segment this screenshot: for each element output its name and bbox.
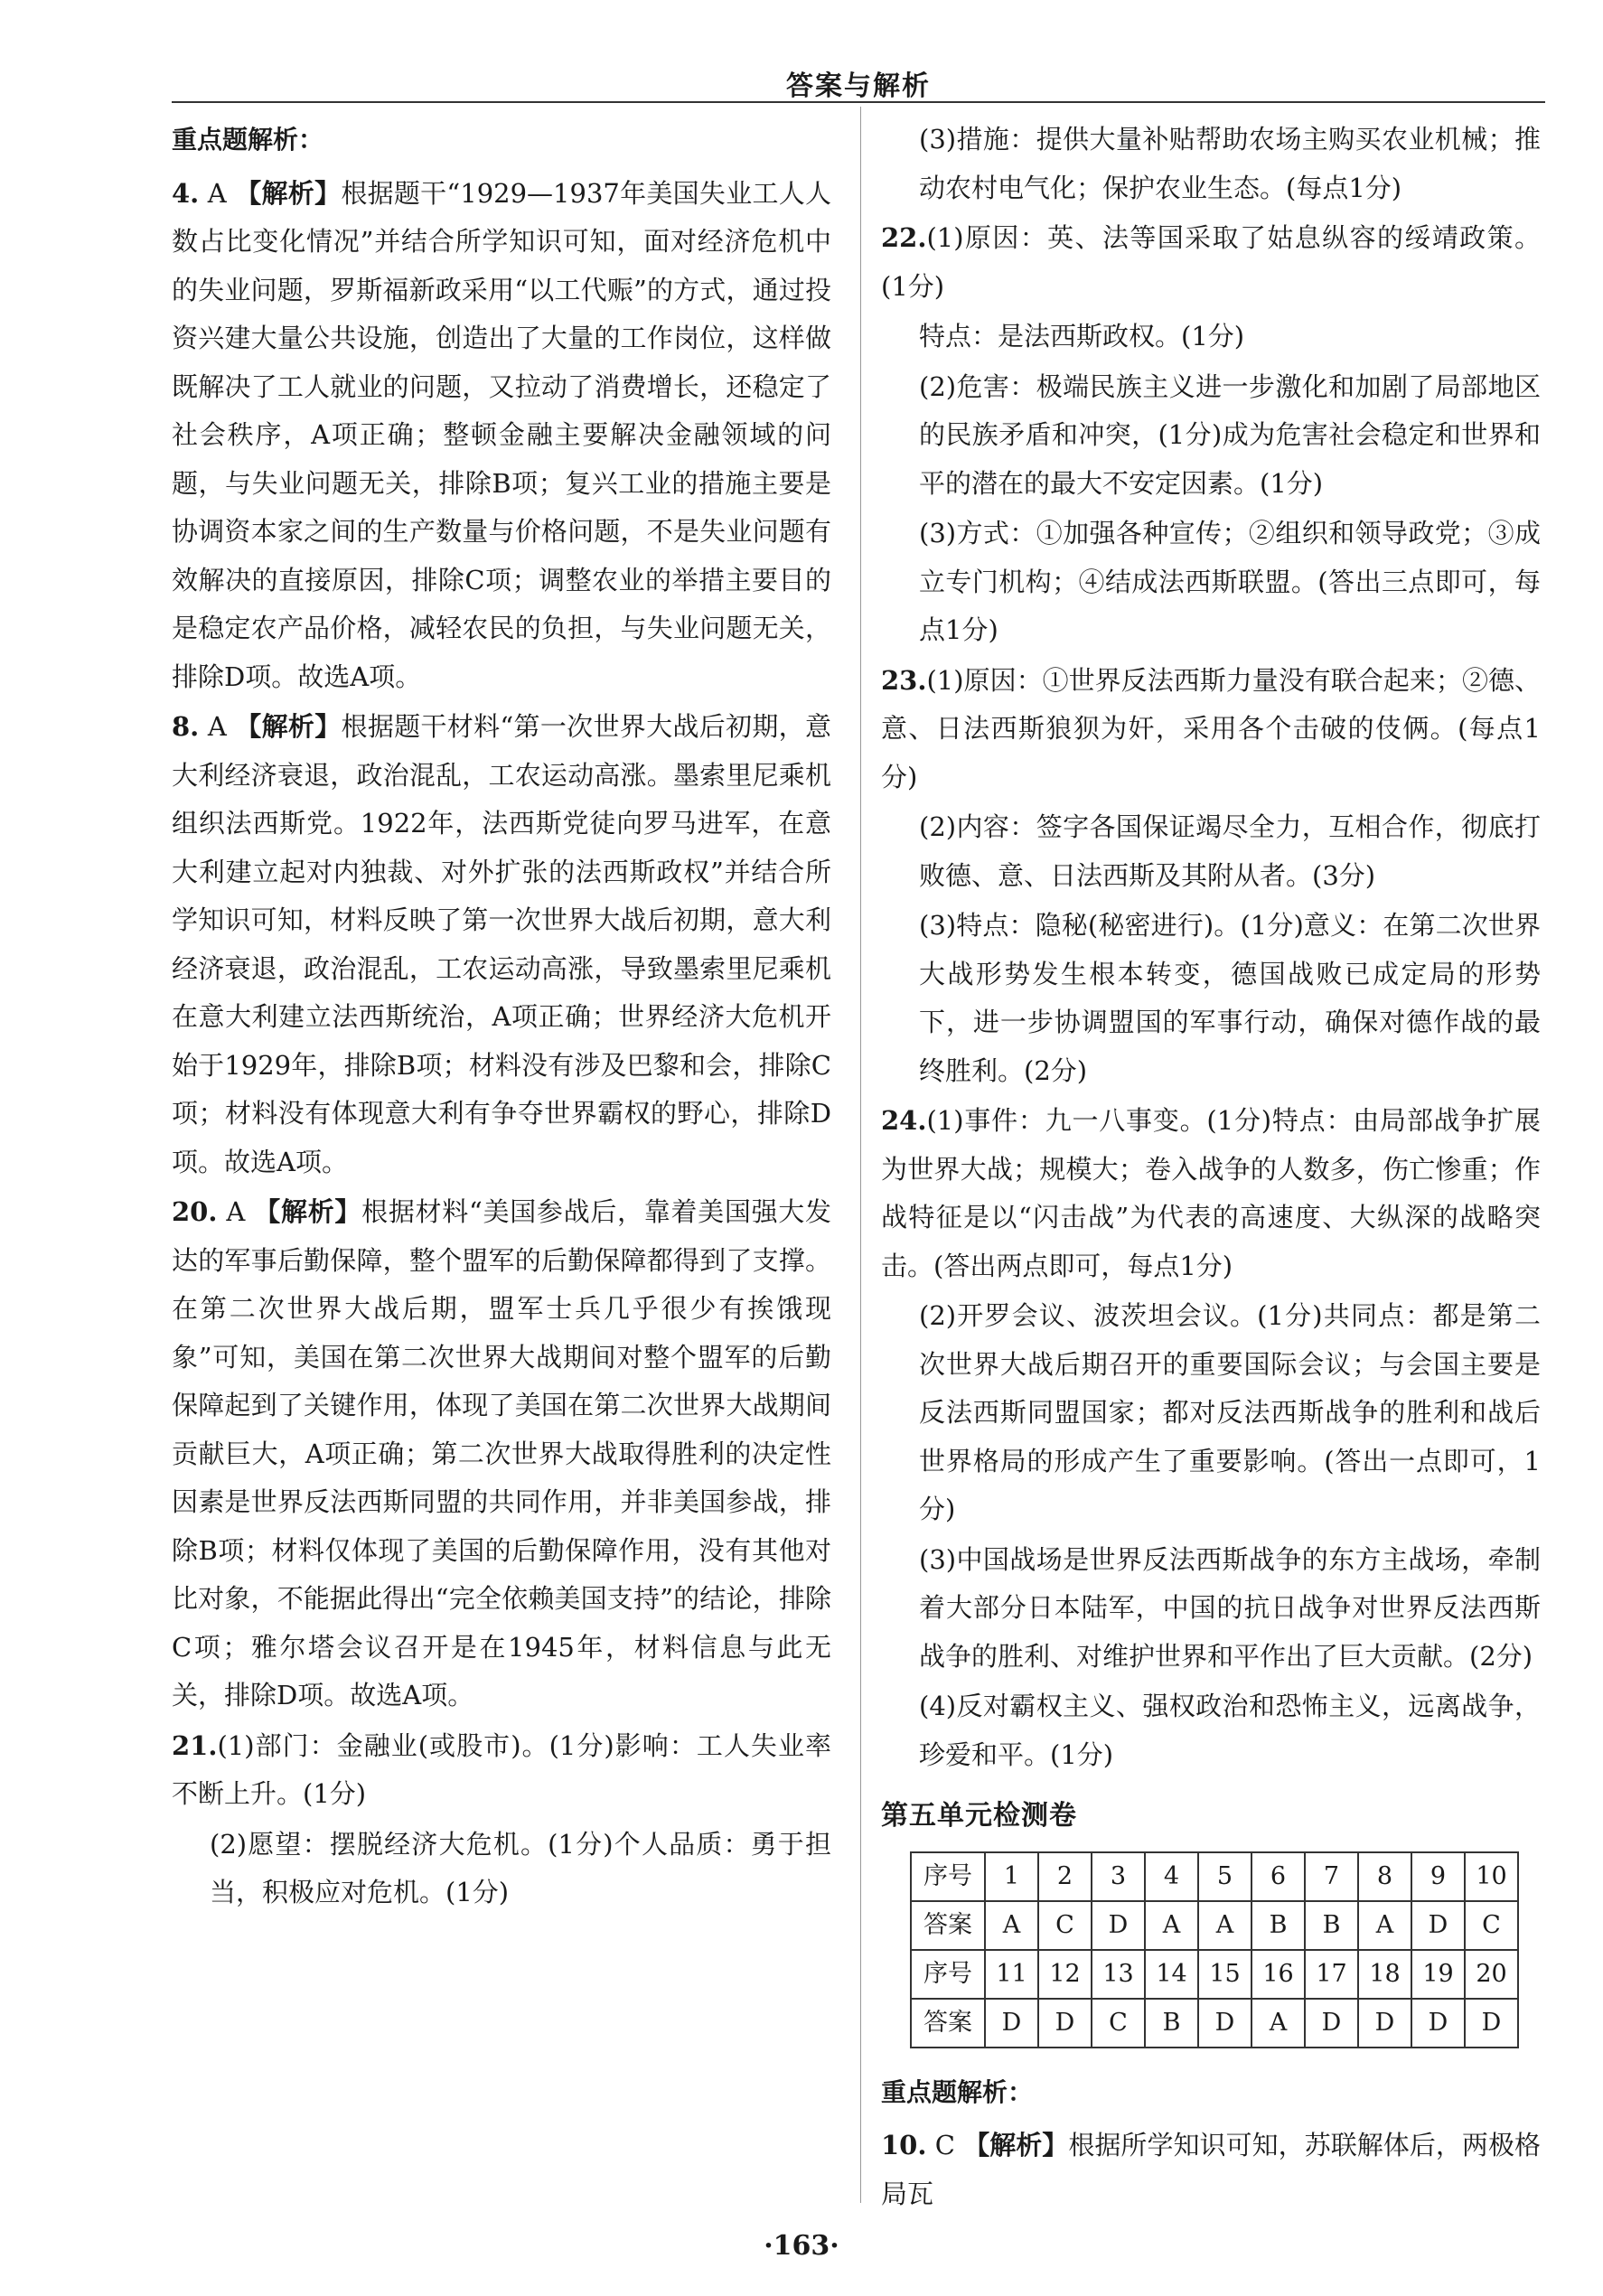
table-cell: 7: [1305, 1852, 1358, 1901]
unit-test-title: 第五单元检测卷: [881, 1800, 1077, 1832]
item-text: 根据材料“美国参战后，靠着美国强大发达的军事后勤保障，整个盟军的后勤保障都得到了支撑。在第二次世界大战后期，盟军士兵几乎很少有挨饿现象”可知，美国在第二次世界大战期间对整个盟军的后勤保障起到了关键作用，体现了美国在第二次世界大战期间贡献巨大，A项正确；第二次世界大战取得胜利的决定性因素是世界反法西斯同盟的共同作用，并非美国参战，排除B项；材料仅体现了美国的后勤保障作用，没有其他对比对象，不能据此得出“完全依赖美国支持”的结论，排除C项；雅尔塔会议召开是在1945年，材料信息与此无关，排除D项。故选A项。: [172, 1196, 832, 1710]
table-cell: A: [1251, 1999, 1305, 2048]
table-cell: D: [1038, 1999, 1092, 2048]
table-cell: D: [1411, 1901, 1465, 1950]
table-cell: 13: [1092, 1950, 1145, 1999]
left-column: [172, 116, 831, 1919]
answer-table: [910, 1851, 1519, 2048]
item-answer: A: [207, 177, 227, 209]
page-number: ·163·: [764, 2230, 839, 2262]
answer-item-23-part-3: (3)特点：隐秘(秘密进行)。(1分)意义：在第二次世界大战形势发生根本转变，德国战败已成定局的形势下，进一步协调盟国的军事行动，确保对德作战的最终胜利。(2分): [919, 910, 1541, 1086]
table-cell: 2: [1038, 1852, 1092, 1901]
item-text: (1)原因：英、法等国采取了姑息纵容的绥靖政策。(1分): [881, 222, 1541, 302]
item-answer: A: [207, 711, 227, 742]
answer-item-21-part-2: (2)愿望：摆脱经济大危机。(1分)个人品质：勇于担当，积极应对危机。(1分): [210, 1828, 831, 1907]
item-text: (1)事件：九一八事变。(1分)特点：由局部战争扩展为世界大战；规模大；卷入战争的人数多，伤亡惨重；作战特征是以“闪击战”为代表的高速度、大纵深的战略突击。(答出两点即可，每点1分): [881, 1105, 1541, 1281]
table-row: [911, 1950, 1518, 1999]
analysis-tag: 【解析】: [235, 711, 342, 742]
row-label: 序号: [911, 1852, 985, 1901]
table-cell: 17: [1305, 1950, 1358, 1999]
table-cell: A: [1198, 1901, 1251, 1950]
answer-item-10: [881, 2122, 1541, 2218]
item-text: (1)部门：金融业(或股市)。(1分)影响：工人失业率不断上升。(1分): [172, 1729, 831, 1809]
table-cell: 19: [1411, 1950, 1465, 1999]
answer-item-22-part-3: (3)方式：①加强各种宣传；②组织和领导政党；③成立专门机构；④结成法西斯联盟。(答出三点即可，每点1分): [919, 518, 1541, 645]
item-text: 根据题干“1929—1937年美国失业工人人数占比变化情况”并结合所学知识可知，面对经济危机中的失业问题，罗斯福新政采用“以工代赈”的方式，通过投资兴建大量公共设施，创造出了大量的工作岗位，这样做既解决了工人就业的问题，又拉动了消费增长，还稳定了社会秩序，A项正确；整顿金融主要解决金融领域的问题，与失业问题无关，排除B项；复兴工业的措施主要是协调资本家之间的生产数量与价格问题，不是失业问题有效解决的直接原因，排除C项；调整农业的举措主要目的是稳定农产品价格，减轻农民的负担，与失业问题无关，排除D项。故选A项。: [172, 177, 832, 692]
table-cell: B: [1251, 1901, 1305, 1950]
answer-item-24-part-4: (4)反对霸权主义、强权政治和恐怖主义，远离战争，珍爱和平。(1分): [919, 1691, 1541, 1770]
item-number: 4.: [172, 177, 200, 209]
answer-item-21-part-3: (3)措施：提供大量补贴帮助农场主购买农业机械；推动农村电气化；保护农业生态。(每点1分): [919, 124, 1541, 203]
table-cell: B: [1305, 1901, 1358, 1950]
table-cell: D: [1411, 1999, 1465, 2048]
item-text: (1)原因：①世界反法西斯力量没有联合起来；②德、意、日法西斯狼狈为奸，采用各个击破的伎俩。(每点1分): [881, 664, 1541, 792]
answer-item-20: [172, 1188, 831, 1720]
table-cell: 5: [1198, 1852, 1251, 1901]
table-cell: A: [1358, 1901, 1411, 1950]
item-number: 8.: [172, 711, 200, 742]
right-column: [881, 116, 1541, 2220]
table-cell: D: [985, 1999, 1038, 2048]
table-cell: 20: [1465, 1950, 1518, 1999]
item-number: 22.: [881, 222, 927, 253]
answer-item-24: [881, 1097, 1541, 1290]
page-header: 答案与解析: [786, 70, 931, 102]
table-cell: 6: [1251, 1852, 1305, 1901]
table-cell: A: [1145, 1901, 1198, 1950]
answer-item-24-part-2: (2)开罗会议、波茨坦会议。(1分)共同点：都是第二次世界大战后期召开的重要国际会议；与会国主要是反法西斯同盟国家；都对反法西斯战争的胜利和战后世界格局的形成产生了重要影响。(答出一点即可，1分): [919, 1300, 1541, 1524]
table-cell: D: [1198, 1999, 1251, 2048]
row-label: 答案: [911, 1901, 985, 1950]
table-row: [911, 1999, 1518, 2048]
table-cell: D: [1358, 1999, 1411, 2048]
answer-item-8: [172, 703, 831, 1186]
table-cell: A: [985, 1901, 1038, 1950]
key-questions-heading: 重点题解析：: [172, 125, 324, 155]
item-answer: A: [226, 1196, 246, 1227]
answer-item-22-part-1b: 特点：是法西斯政权。(1分): [919, 321, 1245, 351]
answer-item-23: [881, 657, 1541, 802]
table-cell: 1: [985, 1852, 1038, 1901]
item-number: 20.: [172, 1196, 218, 1227]
table-cell: 11: [985, 1950, 1038, 1999]
item-number: 21.: [172, 1729, 218, 1761]
answer-item-21: [172, 1722, 831, 1819]
row-label: 序号: [911, 1950, 985, 1999]
answer-item-23-part-2: (2)内容：签字各国保证竭尽全力，互相合作，彻底打败德、意、日法西斯及其附从者。(3分): [919, 811, 1541, 891]
answer-item-22-part-2: (2)危害：极端民族主义进一步激化和加剧了局部地区的民族矛盾和冲突，(1分)成为危害社会稳定和世界和平的潜在的最大不安定因素。(1分): [919, 370, 1541, 499]
table-cell: 8: [1358, 1852, 1411, 1901]
key-questions-heading-2: 重点题解析：: [881, 2076, 1034, 2107]
analysis-tag: 【解析】: [963, 2130, 1069, 2160]
analysis-tag: 【解析】: [254, 1196, 362, 1227]
table-cell: D: [1465, 1999, 1518, 2048]
answer-item-22: [881, 214, 1541, 311]
item-answer: C: [934, 2130, 955, 2160]
item-number: 10.: [881, 2130, 927, 2160]
table-cell: 15: [1198, 1950, 1251, 1999]
item-number: 23.: [881, 664, 927, 696]
table-cell: 16: [1251, 1950, 1305, 1999]
table-cell: C: [1092, 1999, 1145, 2048]
table-cell: 18: [1358, 1950, 1411, 1999]
answer-item-24-part-3: (3)中国战场是世界反法西斯战争的东方主战场，牵制着大部分日本陆军，中国的抗日战争对世界反法西斯战争的胜利、对维护世界和平作出了巨大贡献。(2分): [919, 1543, 1541, 1672]
answer-item-4: [172, 170, 831, 702]
table-row: [911, 1901, 1518, 1950]
row-label: 答案: [911, 1999, 985, 2048]
item-text: 根据所学知识可知，苏联解体后，两极格局瓦: [881, 2130, 1541, 2209]
table-cell: B: [1145, 1999, 1198, 2048]
table-cell: C: [1038, 1901, 1092, 1950]
table-cell: 3: [1092, 1852, 1145, 1901]
table-cell: 12: [1038, 1950, 1092, 1999]
column-divider: [860, 107, 861, 2203]
table-cell: D: [1092, 1901, 1145, 1950]
item-number: 24.: [881, 1105, 927, 1136]
table-cell: D: [1305, 1999, 1358, 2048]
analysis-tag: 【解析】: [235, 177, 342, 209]
item-text: 根据题干材料“第一次世界大战后初期，意大利经济衰退，政治混乱，工农运动高涨。墨索里尼乘机组织法西斯党。1922年，法西斯党徒向罗马进军，在意大利建立起对内独裁、对外扩张的法西斯政权”并结合所学知识可知，材料反映了第一次世界大战后初期，意大利经济衰退，政治混乱，工农运动高涨，导致墨索里尼乘机在意大利建立法西斯统治，A项正确；世界经济大危机开始于1929年，排除B项；材料没有涉及巴黎和会，排除C项；材料没有体现意大利有争夺世界霸权的野心，排除D项。故选A项。: [172, 711, 831, 1177]
header-rule: [172, 101, 1545, 103]
table-cell: C: [1465, 1901, 1518, 1950]
table-cell: 10: [1465, 1852, 1518, 1901]
table-row: [911, 1852, 1518, 1901]
table-cell: 14: [1145, 1950, 1198, 1999]
table-cell: 4: [1145, 1852, 1198, 1901]
table-cell: 9: [1411, 1852, 1465, 1901]
